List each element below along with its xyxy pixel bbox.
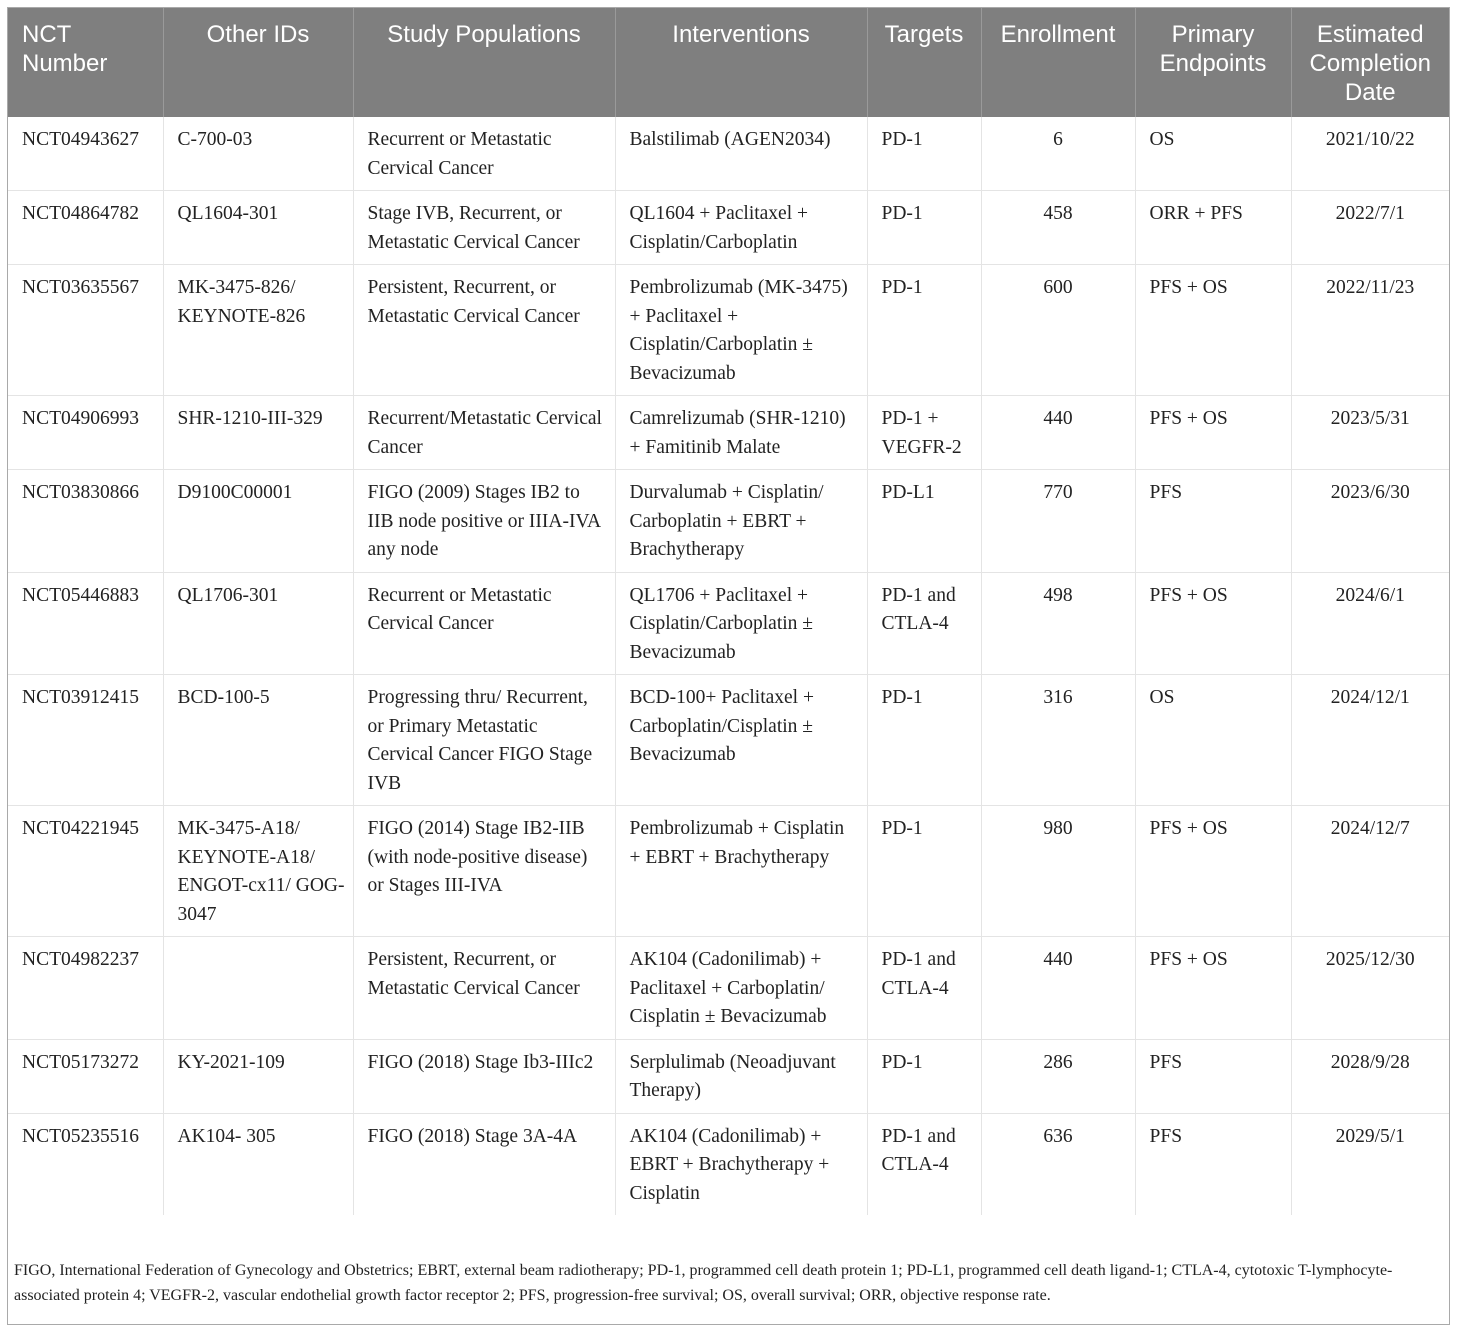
cell-other-ids: BCD-100-5 bbox=[163, 675, 353, 806]
cell-enrollment: 440 bbox=[981, 396, 1135, 470]
cell-completion-date: 2029/5/1 bbox=[1291, 1113, 1449, 1215]
table-row bbox=[8, 117, 1449, 191]
cell-nct-number: NCT04864782 bbox=[8, 191, 163, 265]
table-row bbox=[8, 806, 1449, 937]
header-estimated-completion-date: Estimated Completion Date bbox=[1291, 8, 1449, 117]
cell-interventions: Camrelizumab (SHR-1210) + Famitinib Malate bbox=[615, 396, 867, 470]
cell-primary-endpoints: OS bbox=[1135, 675, 1291, 806]
clinical-trials-table bbox=[8, 8, 1449, 1215]
header-study-populations: Study Populations bbox=[353, 8, 615, 117]
header-targets: Targets bbox=[867, 8, 981, 117]
cell-targets: PD-1 and CTLA-4 bbox=[867, 1113, 981, 1215]
header-primary-endpoints: Primary Endpoints bbox=[1135, 8, 1291, 117]
cell-completion-date: 2022/7/1 bbox=[1291, 191, 1449, 265]
cell-study-population: Stage IVB, Recurrent, or Metastatic Cervical Cancer bbox=[353, 191, 615, 265]
cell-primary-endpoints: PFS + OS bbox=[1135, 265, 1291, 396]
cell-primary-endpoints: PFS + OS bbox=[1135, 937, 1291, 1040]
cell-completion-date: 2022/11/23 bbox=[1291, 265, 1449, 396]
cell-nct-number: NCT03912415 bbox=[8, 675, 163, 806]
cell-enrollment: 636 bbox=[981, 1113, 1135, 1215]
table-row bbox=[8, 470, 1449, 573]
cell-nct-number: NCT05235516 bbox=[22, 1125, 139, 1147]
cell-enrollment: 600 bbox=[981, 265, 1135, 396]
table-row bbox=[8, 937, 1449, 1040]
table-row bbox=[8, 191, 1449, 265]
cell-targets: PD-1 bbox=[867, 675, 981, 806]
cell-completion-date: 2024/12/1 bbox=[1291, 675, 1449, 806]
cell-other-ids: KY-2021-109 bbox=[163, 1039, 353, 1113]
cell-enrollment: 458 bbox=[981, 191, 1135, 265]
cell-enrollment: 770 bbox=[981, 470, 1135, 573]
cell-interventions: AK104 (Cadonilimab) + Paclitaxel + Carboplatin/ Cisplatin ± Bevacizumab bbox=[615, 937, 867, 1040]
cell-other-ids: C-700-03 bbox=[163, 117, 353, 191]
cell-completion-date: 2028/9/28 bbox=[1291, 1039, 1449, 1113]
cell-enrollment: 286 bbox=[981, 1039, 1135, 1113]
cell-enrollment: 316 bbox=[981, 675, 1135, 806]
cell-enrollment: 498 bbox=[981, 572, 1135, 675]
cell-interventions: QL1604 + Paclitaxel + Cisplatin/Carboplatin bbox=[615, 191, 867, 265]
cell-other-ids: AK104- 305 bbox=[163, 1113, 353, 1215]
table-footnote: FIGO, International Federation of Gynecology and Obstetrics; EBRT, external beam radiotherapy; PD-1, programmed cell death protein 1; PD-L1, programmed cell death ligand-1; CTLA-4, cytotoxic T-lymphocyte-associated protein 4; VEGFR-2, vascular endothelial growth factor receptor 2; PFS, progression-free survival; OS, overall survival; ORR, objective response rate. bbox=[14, 1262, 1393, 1304]
cell-primary-endpoints: ORR + PFS bbox=[1135, 191, 1291, 265]
table-row bbox=[8, 265, 1449, 396]
cell-targets: PD-1 bbox=[867, 265, 981, 396]
cell-primary-endpoints: PFS + OS bbox=[1135, 806, 1291, 937]
cell-targets: PD-1 and CTLA-4 bbox=[867, 937, 981, 1040]
cell-interventions: Durvalumab + Cisplatin/ Carboplatin + EBRT + Brachytherapy bbox=[615, 470, 867, 573]
cell-nct-number: NCT03635567 bbox=[8, 265, 163, 396]
header-row bbox=[8, 8, 1449, 117]
cell-interventions: QL1706 + Paclitaxel + Cisplatin/Carboplatin ± Bevacizumab bbox=[615, 572, 867, 675]
cell-completion-date: 2023/6/30 bbox=[1291, 470, 1449, 573]
cell-interventions: Balstilimab (AGEN2034) bbox=[615, 117, 867, 191]
cell-targets: PD-1 and CTLA-4 bbox=[867, 572, 981, 675]
cell-primary-endpoints: OS bbox=[1135, 117, 1291, 191]
cell-other-ids: SHR-1210-III-329 bbox=[163, 396, 353, 470]
cell-enrollment: 440 bbox=[981, 937, 1135, 1040]
cell-completion-date: 2024/6/1 bbox=[1291, 572, 1449, 675]
header-nct-number: NCT Number bbox=[22, 21, 108, 77]
cell-nct-number: NCT05173272 bbox=[8, 1039, 163, 1113]
cell-targets: PD-1 bbox=[867, 117, 981, 191]
cell-study-population: FIGO (2018) Stage Ib3-IIIc2 bbox=[353, 1039, 615, 1113]
cell-interventions: AK104 (Cadonilimab) + EBRT + Brachytherapy + Cisplatin bbox=[615, 1113, 867, 1215]
cell-targets: PD-1 bbox=[867, 1039, 981, 1113]
cell-interventions: BCD-100+ Paclitaxel + Carboplatin/Cisplatin ± Bevacizumab bbox=[615, 675, 867, 806]
cell-completion-date: 2025/12/30 bbox=[1291, 937, 1449, 1040]
cell-study-population: Progressing thru/ Recurrent, or Primary Metastatic Cervical Cancer FIGO Stage IVB bbox=[353, 675, 615, 806]
cell-other-ids: MK-3475-826/ KEYNOTE-826 bbox=[163, 265, 353, 396]
cell-study-population: Recurrent or Metastatic Cervical Cancer bbox=[353, 117, 615, 191]
cell-nct-number: NCT03830866 bbox=[8, 470, 163, 573]
cell-nct-number: NCT04982237 bbox=[8, 937, 163, 1040]
cell-study-population: Recurrent or Metastatic Cervical Cancer bbox=[353, 572, 615, 675]
cell-study-population: Recurrent/Metastatic Cervical Cancer bbox=[353, 396, 615, 470]
cell-other-ids: MK-3475-A18/ KEYNOTE-A18/ ENGOT-cx11/ GOG-3047 bbox=[163, 806, 353, 937]
header-interventions: Interventions bbox=[615, 8, 867, 117]
cell-other-ids: D9100C00001 bbox=[163, 470, 353, 573]
table-row bbox=[8, 1039, 1449, 1113]
table-frame bbox=[7, 7, 1450, 1325]
cell-study-population: Persistent, Recurrent, or Metastatic Cervical Cancer bbox=[353, 937, 615, 1040]
cell-primary-endpoints: PFS bbox=[1135, 1039, 1291, 1113]
cell-study-population: Persistent, Recurrent, or Metastatic Cervical Cancer bbox=[353, 265, 615, 396]
table-row bbox=[8, 1113, 1449, 1215]
cell-primary-endpoints: PFS bbox=[1135, 470, 1291, 573]
cell-primary-endpoints: PFS + OS bbox=[1135, 396, 1291, 470]
cell-other-ids: QL1706-301 bbox=[163, 572, 353, 675]
cell-other-ids bbox=[163, 937, 353, 1040]
cell-interventions: Serplulimab (Neoadjuvant Therapy) bbox=[615, 1039, 867, 1113]
cell-study-population: FIGO (2014) Stage IB2-IIB (with node-positive disease) or Stages III-IVA bbox=[353, 806, 615, 937]
cell-interventions: Pembrolizumab (MK-3475) + Paclitaxel + Cisplatin/Carboplatin ± Bevacizumab bbox=[615, 265, 867, 396]
cell-nct-number: NCT04906993 bbox=[8, 396, 163, 470]
cell-targets: PD-1 bbox=[867, 806, 981, 937]
cell-targets: PD-1 bbox=[867, 191, 981, 265]
cell-interventions: Pembrolizumab + Cisplatin + EBRT + Brachytherapy bbox=[615, 806, 867, 937]
cell-targets: PD-L1 bbox=[867, 470, 981, 573]
cell-nct-number: NCT05446883 bbox=[8, 572, 163, 675]
header-enrollment: Enrollment bbox=[981, 8, 1135, 117]
cell-study-population: FIGO (2009) Stages IB2 to IIB node positive or IIIA-IVA any node bbox=[353, 470, 615, 573]
cell-primary-endpoints: PFS bbox=[1135, 1113, 1291, 1215]
table-row bbox=[8, 572, 1449, 675]
cell-completion-date: 2024/12/7 bbox=[1291, 806, 1449, 937]
cell-other-ids: QL1604-301 bbox=[163, 191, 353, 265]
cell-targets: PD-1 + VEGFR-2 bbox=[867, 396, 981, 470]
cell-nct-number: NCT04943627 bbox=[8, 117, 163, 191]
header-other-ids: Other IDs bbox=[163, 8, 353, 117]
table-row bbox=[8, 396, 1449, 470]
cell-nct-number: NCT04221945 bbox=[8, 806, 163, 937]
cell-study-population: FIGO (2018) Stage 3A-4A bbox=[353, 1113, 615, 1215]
table-row bbox=[8, 675, 1449, 806]
cell-primary-endpoints: PFS + OS bbox=[1135, 572, 1291, 675]
cell-completion-date: 2021/10/22 bbox=[1291, 117, 1449, 191]
cell-enrollment: 6 bbox=[981, 117, 1135, 191]
cell-completion-date: 2023/5/31 bbox=[1291, 396, 1449, 470]
cell-enrollment: 980 bbox=[981, 806, 1135, 937]
